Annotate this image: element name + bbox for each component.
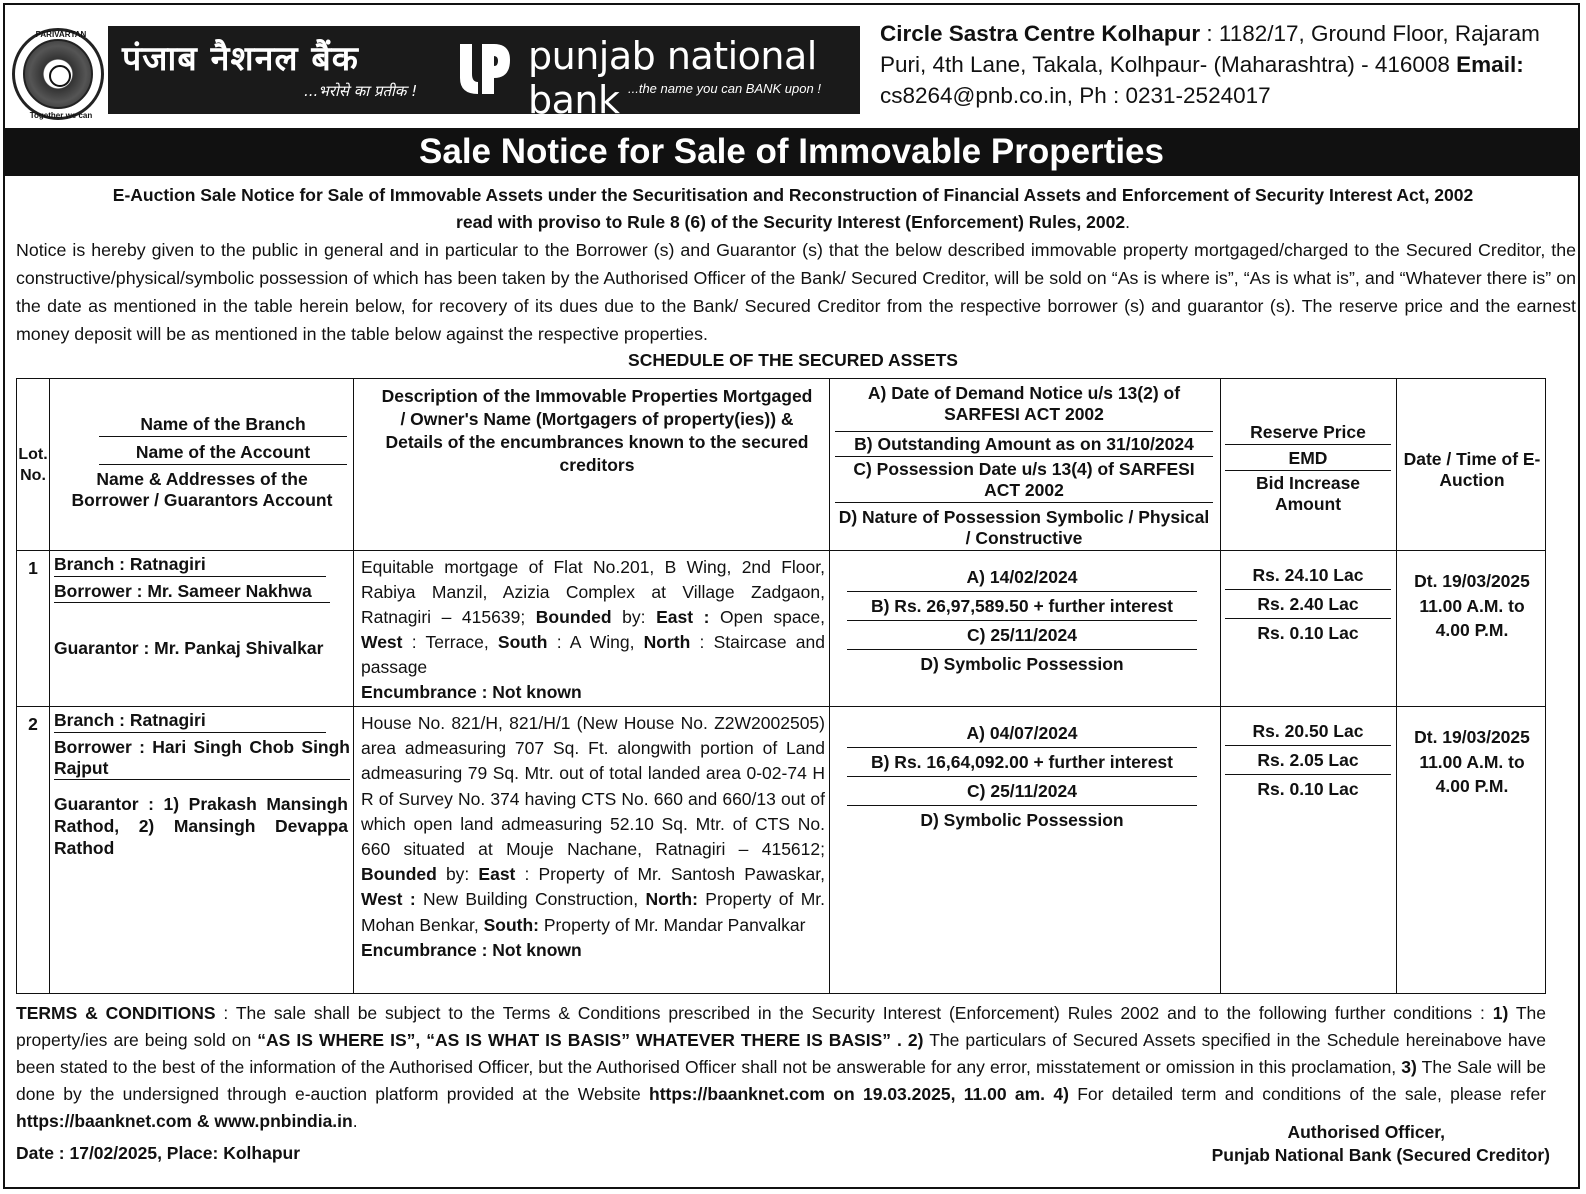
terms-and-conditions: TERMS & CONDITIONS : The sale shall be subject to the Terms & Conditions prescribed in the Security Interest (Enforcement) Rules 2002 and to the following further conditions : 1) The property/ies are being sold on “AS IS WHERE IS”, “AS IS WHAT IS BASIS” WHATEVER THERE IS BASIS” . 2) The particulars of Secured Assets specified in the Schedule hereinabove have been stated to the best of the information of the Authorised Officer, but the Authorised Officer shall not be answerable for any error, misstatement or omission in this proclamation, 3) The Sale will be done by the undersigned through e-auction platform provided at the Website https://baanknet.com on 19.03.2025, 11.00 am. 4) For detailed term and conditions of the sale, please refer https://baanknet.com & www.pnbindia.in. [16,1003,1547,1131]
header-bid-increase: Bid Increase Amount [1255,473,1361,514]
header-possession-date: C) Possession Date u/s 13(4) of SARFESI ACT 2002 [835,459,1213,503]
header-emd: EMD [1225,447,1391,471]
phone-number: , Ph : 0231-2524017 [1066,83,1271,108]
tagline-english: ...the name you can BANK upon ! [628,81,821,96]
pnb-logo-icon [456,38,514,100]
header-auction-date: Date / Time of E-Auction [1403,449,1541,490]
auction-website-link[interactable]: https://baanknet.com on 19.03.2025, 11.00 am. 4) [649,1084,1069,1104]
notice-intro: Notice is hereby given to the public in general and in particular to the Borrower (s) and Guarantor (s) that the below described immovable property mortgaged/charged to the Secured Creditor, the constructive/physical/symbolic possession of which has been taken by the Authorised Officer of the Bank/ Secured Creditor, will be sold on “As is where is”, “As is what is”, and “Whatever there is” on the date as mentioned in the table herein below, for recovery of its dues due to the Bank/ Secured Creditor from the respective borrower (s) and guarantor (s). The reserve price and the earnest money deposit will be as mentioned in the table below against the respective properties. [16,240,1576,344]
row1-borrower: Borrower : Mr. Sameer Nakhwa [54,581,330,603]
header-borrower: Name & Addresses of the Borrower / Guarantors Account [71,469,333,510]
row2-branch: Branch : Ratnagiri [54,709,326,733]
row2-encumbrance: Encumbrance : Not known [361,939,582,960]
email-address: cs8264@pnb.co.in [880,83,1067,108]
header-account: Name of the Account [99,441,347,465]
header-outstanding: B) Outstanding Amount as on 31/10/2024 [835,431,1213,457]
seal-top-text: PARIVARTAN [35,30,87,39]
signatory: Authorised Officer, Punjab National Bank (Secured Creditor) [1211,1122,1550,1165]
parivartan-seal-icon [12,28,104,120]
header-demand-notice: A) Date of Demand Notice u/s 13(2) of SARFESI ACT 2002 [867,383,1181,424]
row1-demand-details: A) 14/02/2024 B) Rs. 26,97,589.50 + further interest C) 25/11/2024 D) Symbolic Possession [847,563,1197,678]
row1-guarantor: Guarantor : Mr. Pankaj Shivalkar [54,638,324,658]
circle-address: Circle Sastra Centre Kolhapur : 1182/17, Ground Floor, Rajaram Puri, 4th Lane, Takala, Kolhpaur- (Maharashtra) - 416008 Email: cs8264@pnb.co.in, Ph : 0231-2524017 [880,21,1540,108]
header-branch: Name of the Branch [99,413,347,437]
bank-name-english: punjab national bank [528,34,817,122]
date-place: Date : 17/02/2025, Place: Kolhapur [16,1143,301,1163]
secured-assets-table [16,378,1546,994]
logo-band [108,26,860,122]
schedule-title: SCHEDULE OF THE SECURED ASSETS [628,350,958,370]
header-description: Description of the Immovable Properties Mortgaged / Owner's Name (Mortgagers of property(ies)) & Details of the encumbrances known to the secured creditors [381,386,813,475]
row2-auction-date: Dt. 19/03/2025 11.00 A.M. to 4.00 P.M. [1414,727,1530,796]
bank-name-hindi: पंजाब नैशनल बैंक [122,39,359,79]
row2-prices: Rs. 20.50 Lac Rs. 2.05 Lac Rs. 0.10 Lac [1225,717,1391,803]
row2-borrower: Borrower : Hari Singh Chob Singh Rajput [54,737,350,778]
tagline-hindi: ...भरोसे का प्रतीक ! [304,82,418,100]
notice-title: Sale Notice for Sale of Immovable Properties [5,128,1578,176]
row1-encumbrance: Encumbrance : Not known [361,682,582,702]
header-reserve-price: Reserve Price [1225,421,1391,445]
header-lot-no: Lot. No. [18,446,48,484]
header-nature: D) Nature of Possession Symbolic / Physical / Constructive [838,507,1210,548]
row1-auction-date: Dt. 19/03/2025 11.00 A.M. to 4.00 P.M. [1414,571,1530,640]
seal-bottom-text: Together we can [29,111,93,120]
row1-prices: Rs. 24.10 Lac Rs. 2.40 Lac Rs. 0.10 Lac [1225,561,1391,647]
row2-lot: 2 [28,714,38,734]
row1-branch: Branch : Ratnagiri [54,553,326,577]
pnb-website-link[interactable]: https://baanknet.com & www.pnbindia.in [16,1111,353,1131]
row2-description: House No. 821/H, 821/H/1 (New House No. Z2W2002505) area admeasuring 707 Sq. Ft. alongwith portion of Land admeasuring 79 Sq. Mtr. out of total landed area 0-02-74 H R of Survey No. 374 having CTS No. 660 and 660/13 out of which open land admeasuring 52.10 Sq. Mtr. of CTS No. 660 situated at Mouje Nachane, Ratnagiri – 415612; Bounded by: East : Property of Mr. Santosh Pawaskar, West : New Building Construction, North: Property of Mr. Mohan Benkar, South: Property of Mr. Mandar Panvalkar Encumbrance : Not known [361,711,825,963]
notice-subheading: E-Auction Sale Notice for Sale of Immovable Assets under the Securitisation and Reconstruction of Financial Assets and Enforcement of Security Interest Act, 2002 read with proviso to Rule 8 (6) of the Security Interest (Enforcement) Rules, 2002. [112,185,1474,232]
bank-logo-block [12,26,862,122]
row1-lot: 1 [28,558,38,578]
row2-guarantor: Guarantor : 1) Prakash Mansingh Rathod, 2) Mansingh Devappa Rathod [54,794,348,858]
row1-description: Equitable mortgage of Flat No.201, B Wing, 2nd Floor, Rabiya Manzil, Azizia Complex at Village Zadgaon, Ratnagiri – 415639; Bounded by: East : Open space, West : Terrace, South : A Wing, North : Staircase and passage Encumbrance : Not known [361,555,825,705]
row2-demand-details: A) 04/07/2024 B) Rs. 16,64,092.00 + further interest C) 25/11/2024 D) Symbolic Possession [847,719,1197,834]
